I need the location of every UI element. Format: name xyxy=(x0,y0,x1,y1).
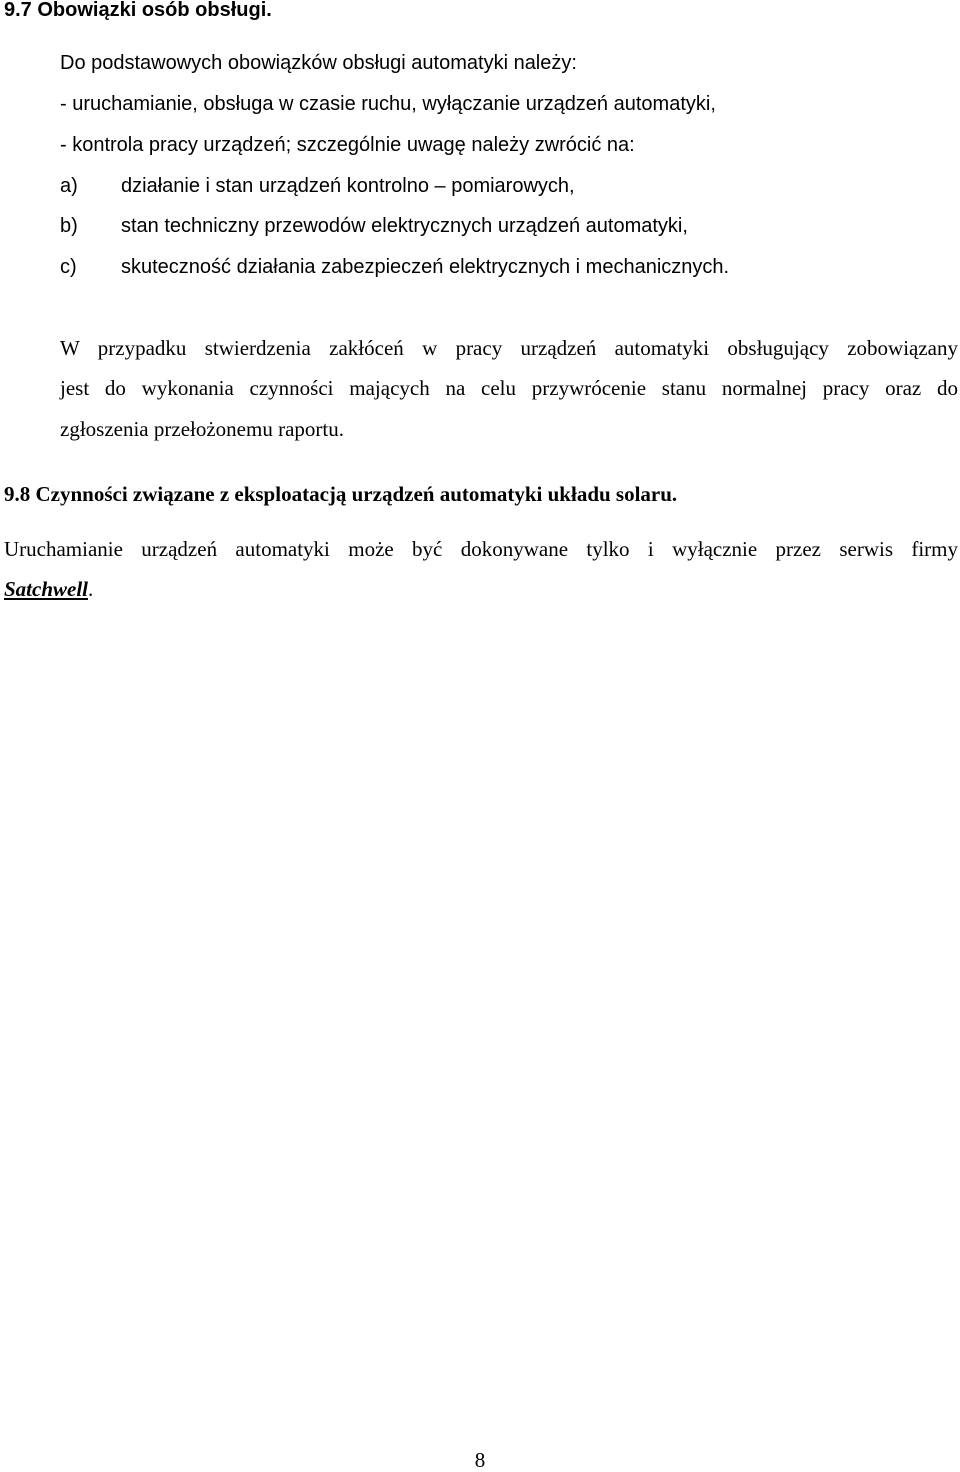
section-heading-9-7: 9.7 Obowiązki osób obsługi. xyxy=(4,0,272,21)
page-number: 8 xyxy=(474,1448,486,1472)
list-marker: a) xyxy=(60,175,78,197)
list-marker: b) xyxy=(60,215,78,237)
list-item-text: działanie i stan urządzeń kontrolno – pomiarowych, xyxy=(121,175,575,197)
startup-text-line-2 xyxy=(4,577,93,601)
dash-item: - uruchamianie, obsługa w czasie ruchu, wyłączanie urządzeń automatyki, xyxy=(60,93,716,115)
dash-item: - kontrola pracy urządzeń; szczególnie uwagę należy zwrócić na: xyxy=(60,134,635,156)
paragraph-line: W przypadku stwierdzenia zakłóceń w pracy urządzeń automatyki obsługujący zobowiązany xyxy=(60,336,958,360)
paragraph-line: zgłoszenia przełożonemu raportu. xyxy=(60,417,344,441)
intro-text: Do podstawowych obowiązków obsługi automatyki należy: xyxy=(60,52,577,74)
company-name: Satchwell xyxy=(4,577,89,601)
paragraph-line: jest do wykonania czynności mających na celu przywrócenie stanu normalnej pracy oraz do xyxy=(60,376,958,400)
list-marker: c) xyxy=(60,256,77,278)
section-heading-9-8: 9.8 Czynności związane z eksploatacją urządzeń automatyki układu solaru. xyxy=(4,482,678,506)
sentence-period: . xyxy=(88,577,94,601)
list-item-text: skuteczność działania zabezpieczeń elektrycznych i mechanicznych. xyxy=(121,256,730,278)
startup-text-line: Uruchamianie urządzeń automatyki może być dokonywane tylko i wyłącznie przez serwis firmy xyxy=(4,537,958,561)
list-item-text: stan techniczny przewodów elektrycznych urządzeń automatyki, xyxy=(121,215,688,237)
